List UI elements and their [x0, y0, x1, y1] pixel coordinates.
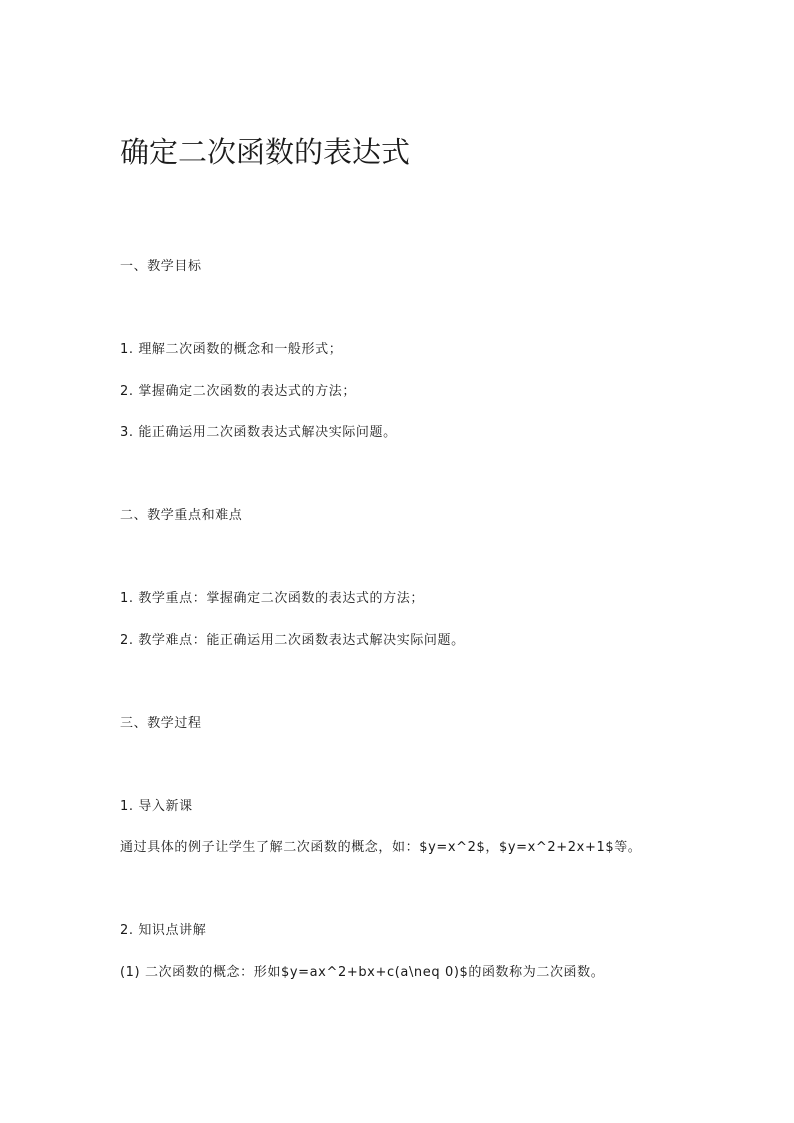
step-heading-knowledge: 2. 知识点讲解 [120, 923, 207, 938]
objective-item: 1. 理解二次函数的概念和一般形式； [120, 342, 343, 357]
knowledge-item: (1) 二次函数的概念：形如$y=ax^2+bx+c(a\neq 0)$的函数称为二次函数。 [120, 965, 605, 980]
document-title: 确定二次函数的表达式 [120, 135, 411, 169]
section-heading-objectives: 一、教学目标 [120, 259, 202, 274]
section-heading-process: 三、教学过程 [120, 716, 202, 731]
step-heading-intro: 1. 导入新课 [120, 799, 193, 814]
key-point-item: 1. 教学重点：掌握确定二次函数的表达式的方法； [120, 591, 424, 606]
step-text-intro: 通过具体的例子让学生了解二次函数的概念，如：$y=x^2$，$y=x^2+2x+1$等。 [120, 840, 642, 855]
section-heading-key-points: 二、教学重点和难点 [120, 508, 243, 523]
objective-item: 3. 能正确运用二次函数表达式解决实际问题。 [120, 425, 397, 440]
key-point-item: 2. 教学难点：能正确运用二次函数表达式解决实际问题。 [120, 633, 465, 648]
objective-item: 2. 掌握确定二次函数的表达式的方法； [120, 384, 356, 399]
